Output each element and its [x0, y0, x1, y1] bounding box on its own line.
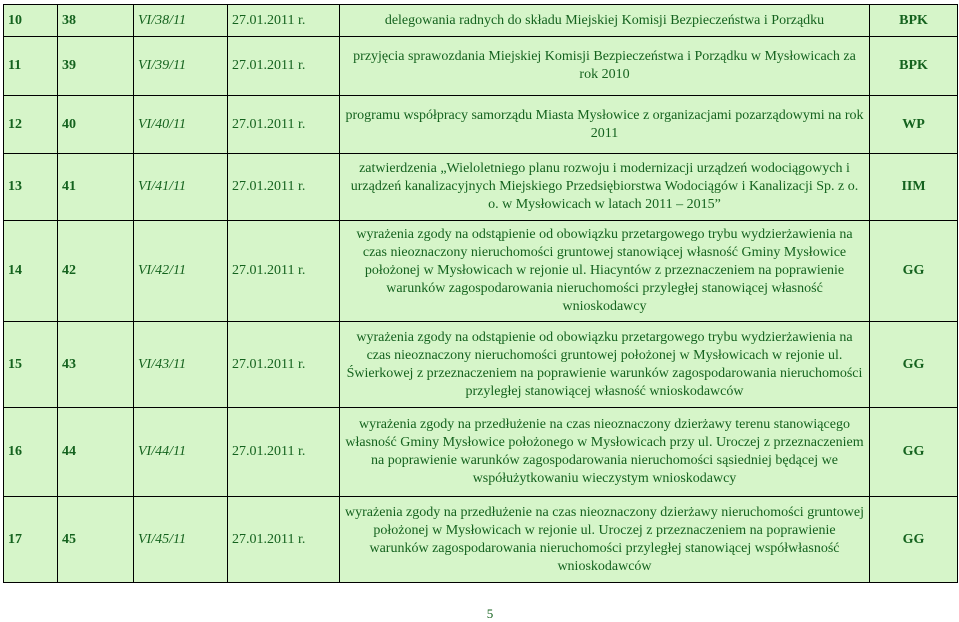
row-number: 43 — [58, 322, 134, 408]
row-date: 27.01.2011 r. — [228, 497, 340, 583]
row-date: 27.01.2011 r. — [228, 154, 340, 221]
page-number: 5 — [486, 606, 494, 621]
table-row — [4, 5, 958, 37]
table-row — [4, 221, 958, 322]
row-date: 27.01.2011 r. — [228, 5, 340, 37]
row-signature: VI/45/11 — [134, 497, 228, 583]
table-row — [4, 497, 958, 583]
row-subject: wyrażenia zgody na przedłużenie na czas nieoznaczony dzierżawy terenu stanowiącego własność Gminy Mysłowice położonego w Mysłowicach przy ul. Uroczej z przeznaczeniem na poprawienie warunków zagospodarowania nieruchomości sąsiedniej będącej we współużytkowaniu wieczystym wnioskodawcy — [340, 408, 870, 497]
row-number: 45 — [58, 497, 134, 583]
row-lp: 14 — [4, 221, 58, 322]
row-lp: 15 — [4, 322, 58, 408]
row-responsible: BPK — [870, 5, 958, 37]
row-responsible: IIM — [870, 154, 958, 221]
row-responsible: GG — [870, 221, 958, 322]
row-date: 27.01.2011 r. — [228, 221, 340, 322]
row-date: 27.01.2011 r. — [228, 96, 340, 154]
row-signature: VI/42/11 — [134, 221, 228, 322]
row-responsible: GG — [870, 322, 958, 408]
table-row — [4, 322, 958, 408]
row-subject: zatwierdzenia „Wieloletniego planu rozwoju i modernizacji urządzeń wodociągowych i urządzeń kanalizacyjnych Miejskiego Przedsiębiorstwa Wodociągów i Kanalizacji Sp. z o. o. w Mysłowicach w latach 2011 – 2015” — [340, 154, 870, 221]
row-lp: 17 — [4, 497, 58, 583]
row-subject: delegowania radnych do składu Miejskiej Komisji Bezpieczeństwa i Porządku — [340, 5, 870, 37]
row-subject: wyrażenia zgody na przedłużenie na czas nieoznaczony dzierżawy nieruchomości gruntowej położonej w Mysłowicach w rejonie ul. Uroczej z przeznaczeniem na poprawienie warunków zagospodarowania nieruchomości przyległej stanowiącej współwłasność wnioskodawców — [340, 497, 870, 583]
row-lp: 10 — [4, 5, 58, 37]
row-signature: VI/41/11 — [134, 154, 228, 221]
row-responsible: WP — [870, 96, 958, 154]
row-subject: wyrażenia zgody na odstąpienie od obowiązku przetargowego trybu wydzierżawienia na czas nieoznaczony nieruchomości gruntowej położonej w Mysłowicach w rejonie ul. Świerkowej z przeznaczeniem na poprawienie warunków zagospodarowania nieruchomości przyległej stanowiącej własność wnioskodawców — [340, 322, 870, 408]
row-lp: 13 — [4, 154, 58, 221]
row-date: 27.01.2011 r. — [228, 37, 340, 96]
table-row — [4, 408, 958, 497]
row-signature: VI/44/11 — [134, 408, 228, 497]
table-row — [4, 37, 958, 96]
row-date: 27.01.2011 r. — [228, 408, 340, 497]
row-number: 41 — [58, 154, 134, 221]
row-date: 27.01.2011 r. — [228, 322, 340, 408]
row-number: 44 — [58, 408, 134, 497]
row-signature: VI/43/11 — [134, 322, 228, 408]
row-responsible: GG — [870, 497, 958, 583]
row-lp: 12 — [4, 96, 58, 154]
row-signature: VI/38/11 — [134, 5, 228, 37]
row-number: 40 — [58, 96, 134, 154]
row-lp: 11 — [4, 37, 58, 96]
table-row — [4, 96, 958, 154]
row-responsible: GG — [870, 408, 958, 497]
row-signature: VI/40/11 — [134, 96, 228, 154]
row-responsible: BPK — [870, 37, 958, 96]
row-subject: wyrażenia zgody na odstąpienie od obowiązku przetargowego trybu wydzierżawienia na czas nieoznaczony nieruchomości gruntowej stanowiącej własność Gminy Mysłowice położonej w Mysłowicach w rejonie ul. Hiacyntów z przeznaczeniem na poprawienie warunków zagospodarowania nieruchomości przyległej stanowiącej własność wnioskodawcy — [340, 221, 870, 322]
row-number: 38 — [58, 5, 134, 37]
row-lp: 16 — [4, 408, 58, 497]
resolutions-table — [3, 4, 958, 583]
table-row — [4, 154, 958, 221]
row-subject: przyjęcia sprawozdania Miejskiej Komisji Bezpieczeństwa i Porządku w Mysłowicach za rok 2010 — [340, 37, 870, 96]
row-number: 42 — [58, 221, 134, 322]
row-number: 39 — [58, 37, 134, 96]
row-subject: programu współpracy samorządu Miasta Mysłowice z organizacjami pozarządowymi na rok 2011 — [340, 96, 870, 154]
row-signature: VI/39/11 — [134, 37, 228, 96]
